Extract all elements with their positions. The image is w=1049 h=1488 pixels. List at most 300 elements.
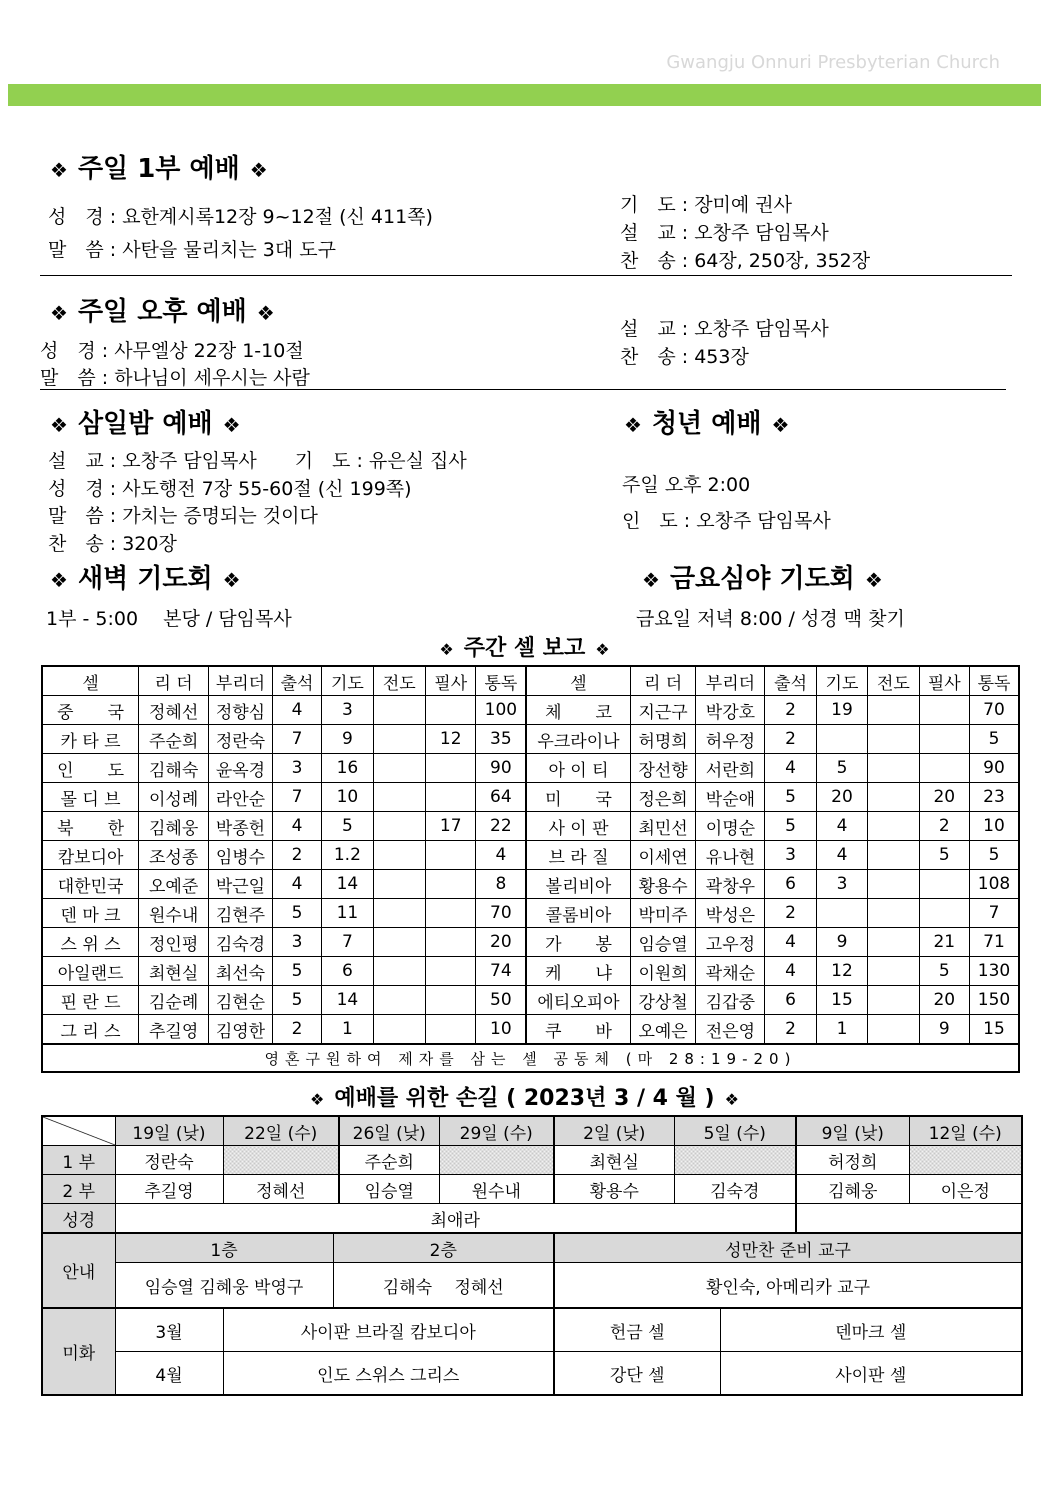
table-cell: 23	[969, 783, 1019, 812]
bullet-icon: ❖	[256, 301, 275, 325]
cell-name: 대한민국	[42, 870, 139, 899]
table-cell: 박성은	[696, 899, 765, 928]
row-label: 1 부	[42, 1146, 115, 1175]
cell-name: 케 냐	[526, 957, 630, 986]
table-cell: 1	[816, 1015, 867, 1045]
scripture-reader: 최애라	[115, 1204, 796, 1234]
table-cell	[868, 928, 919, 957]
table-row	[42, 783, 1019, 812]
floor-2-header: 2층	[333, 1233, 554, 1263]
table-cell: 14	[322, 986, 373, 1015]
table-cell: 3	[765, 841, 816, 870]
helper-cell-empty	[223, 1146, 339, 1175]
table-cell: 6	[322, 957, 373, 986]
date-cell: 22일 (수)	[223, 1116, 339, 1146]
table-cell	[373, 783, 425, 812]
table-cell	[868, 754, 919, 783]
cell-name: 덴 마 크	[42, 899, 139, 928]
table-cell: 이명순	[696, 812, 765, 841]
friday-title-text: 금요심야 기도회	[669, 564, 855, 594]
table-cell: 70	[476, 899, 526, 928]
column-header: 출석	[765, 666, 816, 696]
bullet-icon: ❖	[50, 413, 68, 437]
table-cell	[868, 696, 919, 725]
table-cell: 108	[969, 870, 1019, 899]
church-name: Gwangju Onnuri Presbyterian Church	[666, 52, 1000, 73]
wednesday-scripture: 성 경 : 사도행전 7장 55-60절 (신 199쪽)	[48, 478, 412, 500]
cell-name: 핀 란 드	[42, 986, 139, 1015]
floor-1-header: 1층	[115, 1233, 333, 1263]
table-cell: 장선향	[630, 754, 696, 783]
table-cell: 5	[322, 812, 373, 841]
table-cell: 2	[272, 1015, 321, 1045]
table-cell: 김현주	[209, 899, 273, 928]
beauty-cells: 인도 스위스 그리스	[223, 1352, 554, 1396]
service-helpers-title-text: 예배를 위한 손길 ( 2023년 3 / 4 월 )	[334, 1086, 715, 1111]
sunday-first-title-text: 주일 1부 예배	[77, 154, 240, 184]
table-row	[42, 899, 1019, 928]
table-cell: 7	[322, 928, 373, 957]
bullet-icon: ❖	[50, 301, 68, 325]
table-cell: 20	[919, 986, 969, 1015]
sunday-afternoon-title	[40, 291, 285, 328]
youth-leader: 인 도 : 오창주 담임목사	[622, 510, 831, 532]
table-cell: 정혜선	[139, 696, 209, 725]
table-cell: 64	[476, 783, 526, 812]
table-cell	[426, 957, 476, 986]
column-header: 통독	[969, 666, 1019, 696]
table-cell: 20	[816, 783, 867, 812]
cell-report-table	[41, 665, 1020, 1073]
column-header: 부리더	[209, 666, 273, 696]
table-cell: 최민선	[630, 812, 696, 841]
table-cell: 곽채순	[696, 957, 765, 986]
helper-cell-empty	[674, 1146, 796, 1175]
table-cell	[373, 812, 425, 841]
table-cell: 15	[969, 1015, 1019, 1045]
helper-cell: 김혜웅	[796, 1175, 909, 1204]
bullet-icon: ❖	[310, 1090, 325, 1109]
table-cell	[373, 725, 425, 754]
helper-cell: 정란숙	[115, 1146, 223, 1175]
table-cell: 허명희	[630, 725, 696, 754]
divider	[40, 275, 1012, 276]
table-row	[42, 841, 1019, 870]
cell-name: 중 국	[42, 696, 139, 725]
table-cell: 4	[272, 696, 321, 725]
helper-cell-empty	[439, 1146, 554, 1175]
table-cell: 4	[816, 841, 867, 870]
floor-1-names: 임승열 김혜웅 박영구	[115, 1263, 333, 1309]
column-header: 기도	[816, 666, 867, 696]
table-row	[42, 1015, 1019, 1045]
helper-cell: 황용수	[554, 1175, 674, 1204]
table-cell	[919, 754, 969, 783]
table-cell: 17	[426, 812, 476, 841]
table-cell: 4	[476, 841, 526, 870]
sunday-afternoon-sermon: 말 씀 : 하나님이 세우시는 사람	[40, 367, 310, 389]
table-cell: 15	[816, 986, 867, 1015]
dawn-title	[40, 558, 251, 595]
table-cell: 8	[476, 870, 526, 899]
table-cell	[868, 1015, 919, 1045]
cell-name: 몰 디 브	[42, 783, 139, 812]
date-cell: 26일 (낮)	[339, 1116, 439, 1146]
empty-cell	[796, 1204, 1022, 1234]
sunday-first-scripture: 성 경 : 요한계시록12장 9~12절 (신 411쪽)	[48, 206, 433, 228]
table-cell: 김갑중	[696, 986, 765, 1015]
cell-name: 사 이 판	[526, 812, 630, 841]
table-cell: 강상철	[630, 986, 696, 1015]
cell-name: 에티오피아	[526, 986, 630, 1015]
table-cell: 서란희	[696, 754, 765, 783]
table-cell: 임승열	[630, 928, 696, 957]
table-cell	[868, 725, 919, 754]
table-cell: 20	[919, 783, 969, 812]
table-cell: 71	[969, 928, 1019, 957]
column-header: 리 더	[139, 666, 209, 696]
table-cell: 10	[969, 812, 1019, 841]
table-cell: 5	[765, 812, 816, 841]
table-cell: 전은영	[696, 1015, 765, 1045]
helper-cell-empty	[909, 1146, 1022, 1175]
table-cell: 9	[816, 928, 867, 957]
bullet-icon: ❖	[724, 1090, 739, 1109]
cell-name: 그 리 스	[42, 1015, 139, 1045]
bullet-icon: ❖	[864, 568, 883, 592]
table-cell	[426, 783, 476, 812]
table-row	[42, 928, 1019, 957]
table-cell: 2	[765, 899, 816, 928]
table-cell: 라안순	[209, 783, 273, 812]
table-cell: 5	[919, 841, 969, 870]
table-row	[42, 986, 1019, 1015]
table-cell: 원수내	[139, 899, 209, 928]
table-cell: 조성종	[139, 841, 209, 870]
table-cell: 이세연	[630, 841, 696, 870]
service-helpers-table	[41, 1115, 1023, 1396]
bullet-icon: ❖	[642, 568, 660, 592]
table-cell	[373, 754, 425, 783]
table-cell: 70	[969, 696, 1019, 725]
table-cell: 90	[476, 754, 526, 783]
communion-header: 성만찬 준비 교구	[554, 1233, 1022, 1263]
table-cell: 지근구	[630, 696, 696, 725]
table-cell: 허우정	[696, 725, 765, 754]
sunday-first-title	[40, 148, 278, 185]
table-cell	[919, 870, 969, 899]
table-cell	[373, 928, 425, 957]
corner-cell	[42, 1116, 115, 1146]
table-cell: 5	[816, 754, 867, 783]
cell-name: 아 이 티	[526, 754, 630, 783]
table-cell: 최선숙	[209, 957, 273, 986]
cell-name: 스 위 스	[42, 928, 139, 957]
table-cell: 3	[272, 754, 321, 783]
youth-title	[614, 403, 799, 440]
helper-cell: 허정희	[796, 1146, 909, 1175]
helper-cell: 김숙경	[674, 1175, 796, 1204]
table-cell	[426, 754, 476, 783]
table-cell: 5	[272, 899, 321, 928]
table-cell	[868, 841, 919, 870]
table-cell: 22	[476, 812, 526, 841]
bullet-icon: ❖	[222, 568, 241, 592]
table-cell	[426, 696, 476, 725]
helper-cell: 최현실	[554, 1146, 674, 1175]
table-cell: 김혜웅	[139, 812, 209, 841]
header-accent-bar	[8, 84, 1041, 106]
table-cell: 3	[816, 870, 867, 899]
table-cell: 4	[765, 928, 816, 957]
cell-report-motto: 영혼구원하여 제자를 삼는 셀 공동체 (마 28:19-20)	[42, 1044, 1019, 1072]
bullet-icon: ❖	[771, 413, 790, 437]
sunday-afternoon-scripture: 성 경 : 사무엘상 22장 1-10절	[40, 340, 304, 362]
table-cell: 김현순	[209, 986, 273, 1015]
table-cell	[426, 899, 476, 928]
wednesday-preacher-prayer: 설 교 : 오창주 담임목사 기 도 : 유은실 집사	[48, 450, 467, 472]
date-cell: 29일 (수)	[439, 1116, 554, 1146]
table-cell	[426, 986, 476, 1015]
row-label: 성경	[42, 1204, 115, 1234]
cell-name: 우크라이나	[526, 725, 630, 754]
table-cell: 21	[919, 928, 969, 957]
table-row	[42, 696, 1019, 725]
table-cell: 20	[476, 928, 526, 957]
table-cell: 12	[426, 725, 476, 754]
column-header: 출석	[272, 666, 321, 696]
table-cell: 6	[765, 870, 816, 899]
youth-time: 주일 오후 2:00	[622, 474, 751, 496]
table-cell: 김영한	[209, 1015, 273, 1045]
cell-name: 카 타 르	[42, 725, 139, 754]
offering-cell: 덴마크 셀	[720, 1308, 1022, 1352]
sunday-first-preacher: 설 교 : 오창주 담임목사	[620, 222, 829, 244]
table-cell: 7	[272, 725, 321, 754]
column-header: 전도	[868, 666, 919, 696]
sunday-first-hymns: 찬 송 : 64장, 250장, 352장	[620, 250, 871, 272]
bullet-icon: ❖	[624, 413, 642, 437]
table-cell: 정란숙	[209, 725, 273, 754]
table-cell: 박강호	[696, 696, 765, 725]
bullet-icon: ❖	[222, 413, 241, 437]
column-header: 셀	[42, 666, 139, 696]
table-cell: 130	[969, 957, 1019, 986]
sunday-first-prayer: 기 도 : 장미예 권사	[620, 194, 792, 216]
table-cell: 주순희	[139, 725, 209, 754]
row-label: 2 부	[42, 1175, 115, 1204]
table-cell: 김해숙	[139, 754, 209, 783]
helper-cell: 주순희	[339, 1146, 439, 1175]
divider	[40, 389, 1006, 390]
table-cell	[426, 928, 476, 957]
table-cell: 9	[919, 1015, 969, 1045]
table-cell: 35	[476, 725, 526, 754]
table-cell	[816, 725, 867, 754]
table-cell: 5	[969, 841, 1019, 870]
table-cell: 100	[476, 696, 526, 725]
table-cell: 12	[816, 957, 867, 986]
table-cell: 4	[765, 754, 816, 783]
table-cell: 오예은	[630, 1015, 696, 1045]
date-cell: 19일 (낮)	[115, 1116, 223, 1146]
table-row	[42, 754, 1019, 783]
sunday-first-sermon: 말 씀 : 사탄을 물리치는 3대 도구	[48, 239, 336, 261]
table-cell: 곽창우	[696, 870, 765, 899]
table-cell: 90	[969, 754, 1019, 783]
table-cell: 1.2	[322, 841, 373, 870]
table-cell: 김순례	[139, 986, 209, 1015]
table-cell: 2	[765, 696, 816, 725]
altar-cell: 사이판 셀	[720, 1352, 1022, 1396]
column-header: 부리더	[696, 666, 765, 696]
friday-detail: 금요일 저녁 8:00 / 성경 맥 찾기	[636, 608, 905, 630]
cell-name: 아일랜드	[42, 957, 139, 986]
table-cell: 7	[272, 783, 321, 812]
table-cell: 9	[322, 725, 373, 754]
table-cell: 1	[322, 1015, 373, 1045]
table-cell: 5	[272, 957, 321, 986]
month-label: 3월	[115, 1308, 223, 1352]
table-cell	[868, 870, 919, 899]
cell-name: 콜롬비아	[526, 899, 630, 928]
wednesday-title	[40, 403, 251, 440]
table-cell: 3	[322, 696, 373, 725]
cell-name: 볼리비아	[526, 870, 630, 899]
table-cell	[868, 957, 919, 986]
table-cell: 임병수	[209, 841, 273, 870]
table-cell	[373, 841, 425, 870]
communion-names: 황인숙, 아메리카 교구	[554, 1263, 1022, 1309]
table-cell: 19	[816, 696, 867, 725]
table-cell: 14	[322, 870, 373, 899]
table-cell: 11	[322, 899, 373, 928]
table-cell: 황용수	[630, 870, 696, 899]
table-cell: 정향심	[209, 696, 273, 725]
wednesday-hymns: 찬 송 : 320장	[48, 533, 177, 555]
table-cell: 16	[322, 754, 373, 783]
service-helpers-title	[0, 1081, 1049, 1112]
table-cell: 5	[272, 986, 321, 1015]
row-label: 안내	[42, 1233, 115, 1308]
table-cell	[426, 870, 476, 899]
table-cell	[426, 1015, 476, 1045]
table-cell	[868, 986, 919, 1015]
table-row	[42, 957, 1019, 986]
table-row	[42, 725, 1019, 754]
column-header: 전도	[373, 666, 425, 696]
table-cell	[373, 986, 425, 1015]
table-cell	[919, 696, 969, 725]
table-cell: 5	[765, 783, 816, 812]
date-cell: 12일 (수)	[909, 1116, 1022, 1146]
table-cell: 최현실	[139, 957, 209, 986]
helper-cell: 정혜선	[223, 1175, 339, 1204]
table-cell: 10	[476, 1015, 526, 1045]
helper-cell: 추길영	[115, 1175, 223, 1204]
table-cell: 이성례	[139, 783, 209, 812]
bullet-icon: ❖	[50, 158, 68, 182]
cell-name: 쿠 바	[526, 1015, 630, 1045]
table-cell: 4	[765, 957, 816, 986]
cell-name: 미 국	[526, 783, 630, 812]
date-cell: 9일 (낮)	[796, 1116, 909, 1146]
youth-title-text: 청년 예배	[651, 409, 762, 439]
column-header: 리 더	[630, 666, 696, 696]
cell-report-footer-row	[42, 1044, 1019, 1072]
table-cell: 정은희	[630, 783, 696, 812]
offering-label: 헌금 셀	[554, 1308, 720, 1352]
table-cell: 유나현	[696, 841, 765, 870]
table-cell: 박미주	[630, 899, 696, 928]
cell-name: 인 도	[42, 754, 139, 783]
bullet-icon: ❖	[595, 640, 610, 659]
column-header: 셀	[526, 666, 630, 696]
bullet-icon: ❖	[50, 568, 68, 592]
dawn-detail: 1부 - 5:00 본당 / 담임목사	[46, 608, 292, 630]
cell-name: 체 코	[526, 696, 630, 725]
table-cell: 오예준	[139, 870, 209, 899]
floor-2-names: 김해숙 정혜선	[333, 1263, 554, 1309]
column-header: 통독	[476, 666, 526, 696]
table-cell: 박근일	[209, 870, 273, 899]
table-cell: 74	[476, 957, 526, 986]
table-cell	[373, 696, 425, 725]
sunday-afternoon-title-text: 주일 오후 예배	[77, 297, 247, 327]
table-cell	[816, 899, 867, 928]
table-cell	[919, 725, 969, 754]
table-cell: 5	[919, 957, 969, 986]
friday-title	[632, 558, 893, 595]
table-cell	[868, 812, 919, 841]
bullet-icon: ❖	[249, 158, 268, 182]
table-cell: 150	[969, 986, 1019, 1015]
helper-cell: 이은정	[909, 1175, 1022, 1204]
cell-report-title-text: 주간 셀 보고	[463, 636, 586, 661]
cell-report-title	[0, 631, 1049, 662]
table-cell: 정인평	[139, 928, 209, 957]
table-cell: 4	[816, 812, 867, 841]
cell-name: 브 라 질	[526, 841, 630, 870]
altar-label: 강단 셀	[554, 1352, 720, 1396]
cell-name: 북 한	[42, 812, 139, 841]
table-cell: 2	[919, 812, 969, 841]
beauty-cells: 사이판 브라질 캄보디아	[223, 1308, 554, 1352]
table-cell	[373, 870, 425, 899]
table-row	[42, 870, 1019, 899]
month-label: 4월	[115, 1352, 223, 1396]
table-cell: 7	[969, 899, 1019, 928]
cell-report-header-row	[42, 666, 1019, 696]
table-cell: 50	[476, 986, 526, 1015]
table-row	[42, 812, 1019, 841]
table-cell	[426, 841, 476, 870]
table-cell: 윤옥경	[209, 754, 273, 783]
table-cell: 5	[969, 725, 1019, 754]
row-label: 미화	[42, 1308, 115, 1395]
table-cell	[919, 899, 969, 928]
table-cell: 10	[322, 783, 373, 812]
table-cell: 4	[272, 812, 321, 841]
column-header: 필사	[919, 666, 969, 696]
wednesday-sermon: 말 씀 : 가치는 증명되는 것이다	[48, 505, 318, 527]
table-cell: 2	[272, 841, 321, 870]
column-header: 기도	[322, 666, 373, 696]
column-header: 필사	[426, 666, 476, 696]
table-cell	[373, 957, 425, 986]
helper-cell: 임승열	[339, 1175, 439, 1204]
table-cell: 3	[272, 928, 321, 957]
